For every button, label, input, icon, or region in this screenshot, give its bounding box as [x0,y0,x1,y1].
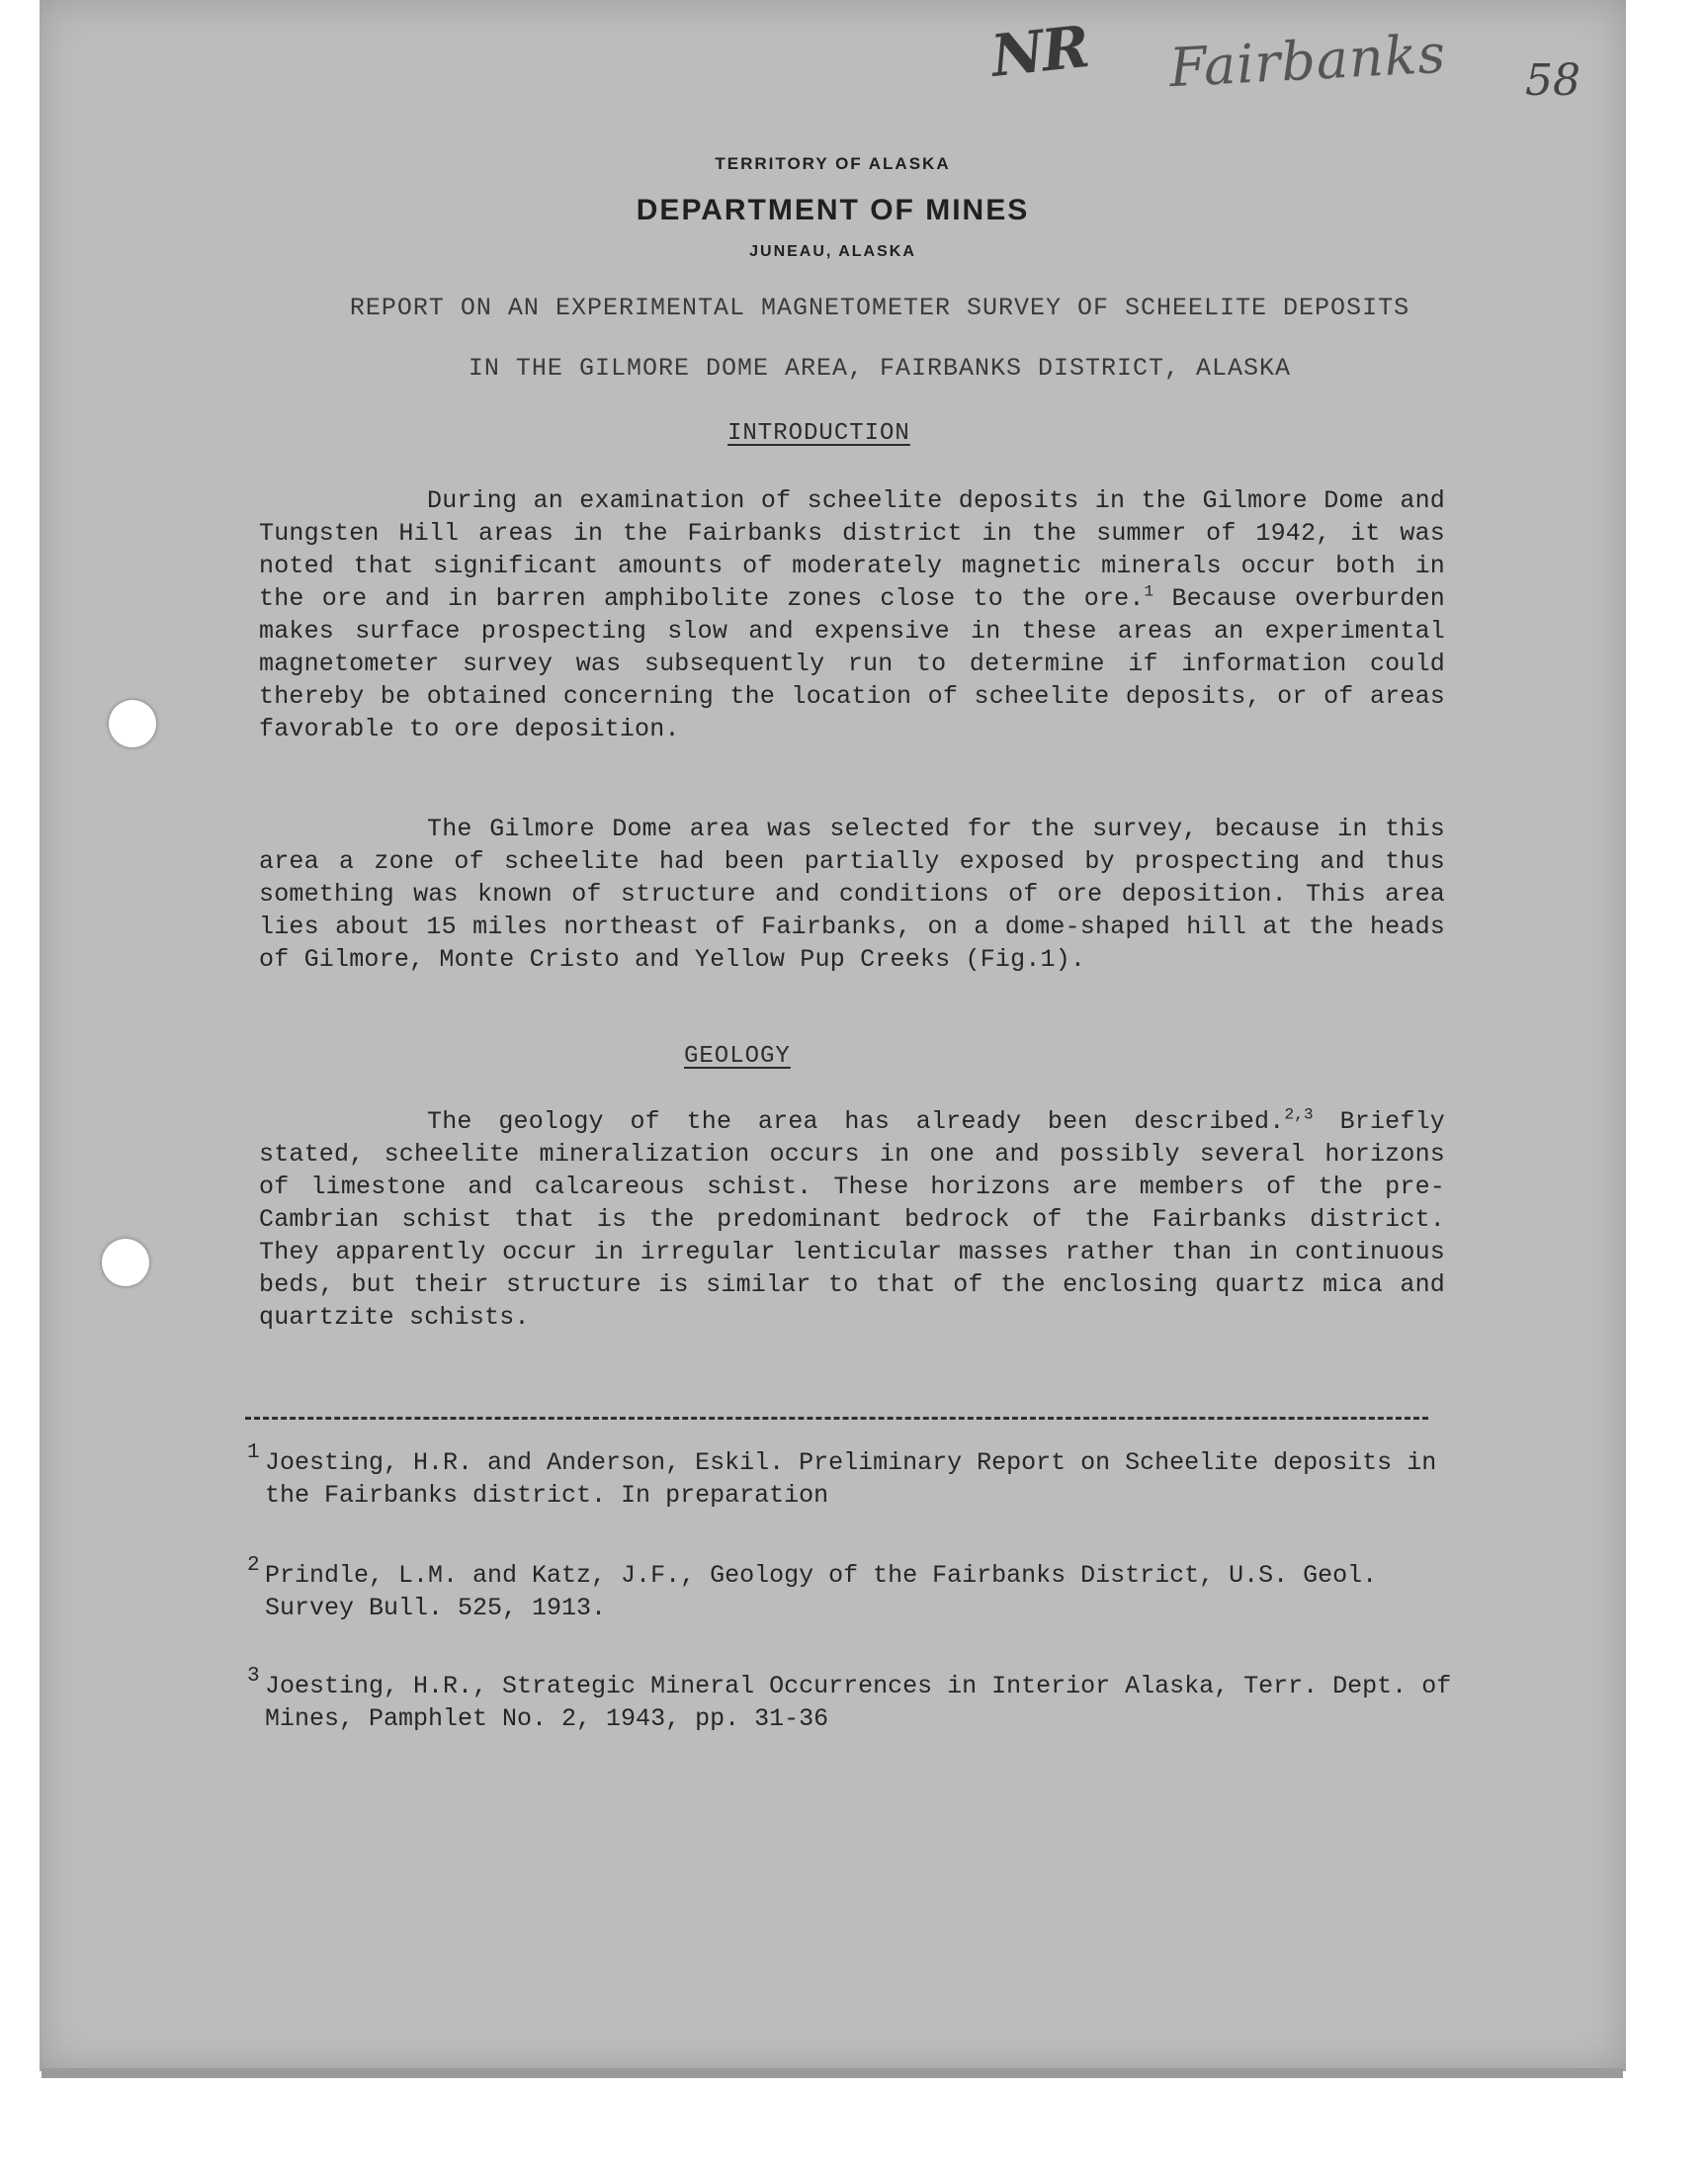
letterhead-territory: TERRITORY OF ALASKA [715,154,951,173]
footnote-reference-2-3: 2,3 [1284,1105,1314,1124]
introduction-paragraph-2: The Gilmore Dome area was selected for the survey, because in this area a zone of scheelite had been partially exposed by prospecting and thus something was known of structure and conditions of ore deposition. This area lies about 15 miles northeast of Fairbanks, on a dome-shaped hill at the heads of Gilmore, Monte Cristo and Yellow Pup Creeks (Fig.1). [259,815,1445,974]
punch-hole-lower [102,1239,149,1286]
footnote-divider [245,1417,1428,1420]
report-title-line-1: REPORT ON AN EXPERIMENTAL MAGNETOMETER SURVEY OF SCHEELITE DEPOSITS [349,294,1410,322]
handwritten-initials: NR [987,13,1091,90]
introduction-paragraph-1-text-a: During an examination of scheelite deposits in the Gilmore Dome and Tungsten Hill areas in the Fairbanks district in the summer of 1942, it was noted that significant amounts of moderately magnetic minerals occur both in the ore and in barren amphibolite zones close to the ore. [259,486,1445,613]
report-title-line-2: IN THE GILMORE DOME AREA, FAIRBANKS DISTRICT, ALASKA [468,354,1292,383]
footnote-2-text: Prindle, L.M. and Katz, J.F., Geology of the Fairbanks District, U.S. Geol. Survey Bull. 525, 1913. [265,1561,1378,1622]
page-bottom-edge [42,2068,1623,2078]
geology-paragraph-1 [259,1105,1445,1334]
punch-hole-upper [109,700,156,747]
footnote-3 [247,1665,1461,1735]
footnote-2 [247,1554,1461,1624]
footnote-1-mark: 1 [247,1441,260,1464]
letterhead-department: DEPARTMENT OF MINES [636,194,1030,226]
footnote-reference-1: 1 [1144,582,1154,601]
geology-paragraph-1-text-b: Briefly stated, scheelite mineralization occurs in one and possibly several horizons of limestone and calcareous schist. These horizons are members of the pre-Cambrian schist that is the predominant bedrock of the Fairbanks district. They apparently occur in irregular lenticular masses rather than in continuous beds, but their structure is similar to that of the enclosing quartz mica and quartzite schists. [259,1107,1445,1332]
footnote-1-text: Joesting, H.R. and Anderson, Eskil. Preliminary Report on Scheelite deposits in the Fairbanks district. In preparation [265,1448,1437,1510]
heading-introduction: INTRODUCTION [727,420,910,447]
footnote-3-text: Joesting, H.R., Strategic Mineral Occurrences in Interior Alaska, Terr. Dept. of Mines, Pamphlet No. 2, 1943, pp. 31-36 [265,1672,1452,1733]
footnote-3-mark: 3 [247,1665,260,1688]
footnote-2-mark: 2 [247,1554,260,1577]
handwritten-location: Fairbanks [1167,22,1448,100]
heading-geology: GEOLOGY [684,1043,791,1070]
geology-paragraph-1-text-a: The geology of the area has already been described. [427,1107,1285,1136]
footnote-1 [247,1441,1461,1512]
introduction-paragraph-1 [259,484,1445,745]
handwritten-page-number: 58 [1525,55,1580,106]
letterhead-city: JUNEAU, ALASKA [749,243,916,260]
introduction-paragraph-1-text-b: Because overburden makes surface prospecting slow and expensive in these areas an experimental magnetometer survey was subsequently run to determine if information could thereby be obtained concerning the location of scheelite deposits, or of areas favorable to ore deposition. [259,584,1445,743]
